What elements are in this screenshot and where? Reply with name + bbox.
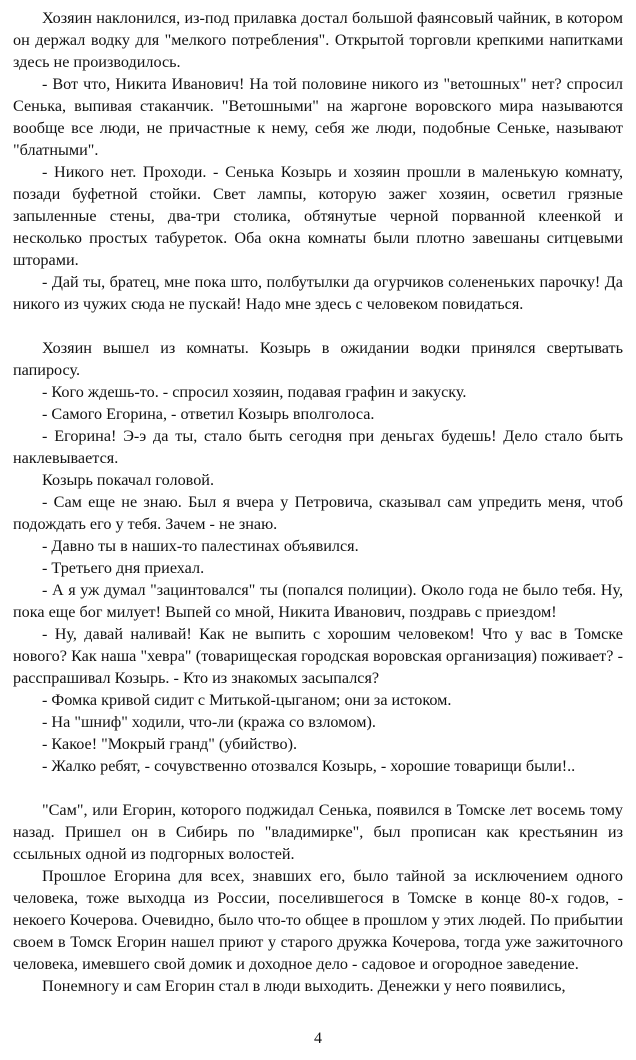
paragraph: - Никого нет. Проходи. - Сенька Козырь и хозяин прошли в маленькую комнату, позади буфетной стойки. Свет лампы, которую зажег хозяин, осветил грязные запыленные стены, два-три столика, обтянутые черной порванной клеенкой и несколько простых табуреток. Оба окна комнаты были плотно завешаны ситцевыми шторами. bbox=[13, 163, 623, 269]
paragraph: - Давно ты в наших-то палестинах объявился. bbox=[42, 537, 359, 555]
paragraph: - А я уж думал "зацинтовался" ты (попался полиции). Около года не было тебя. Ну, пока еще бог милует! Выпей со мной, Никита Иванович, поздравь с приездом! bbox=[13, 581, 623, 621]
paragraph: Хозяин вышел из комнаты. Козырь в ожидании водки принялся свертывать папиросу. bbox=[13, 339, 623, 379]
paragraph: - Ну, давай наливай! Как не выпить с хорошим человеком! Что у вас в Томске нового? Как наша "хевра" (товарищеская городская воровская организация) поживает? - расспрашивал Козырь. - Кто из знакомых засыпался? bbox=[13, 625, 623, 687]
paragraph: - На "шниф" ходили, что-ли (кража со взломом). bbox=[42, 713, 376, 731]
paragraph: Хозяин наклонился, из-под прилавка достал большой фаянсовый чайник, в котором он держал водку для "мелкого потребления". Открытой торговли крепкими напитками здесь не производилось. bbox=[13, 9, 623, 71]
paragraph: - Самого Егорина, - ответил Козырь вполголоса. bbox=[42, 405, 375, 423]
paragraph: Прошлое Егорина для всех, знавших его, было тайной за исключением одного человека, тоже выходца из России, поселившегося в Томске в конце 80-х годов, - некоего Кочерова. Очевидно, было что-то общее в прошлом у этих людей. По прибытии своем в Томск Егорин нашел приют у старого дружка Кочерова, тогда уже зажиточного человека, имевшего свой домик и доходное дело - садовое и огородное заведение. bbox=[13, 867, 623, 973]
paragraph: Козырь покачал головой. bbox=[42, 471, 215, 489]
paragraph: "Сам", или Егорин, которого поджидал Сенька, появился в Томске лет восемь тому назад. Пришел он в Сибирь по "владимирке", был прописан как крестьянин из ссыльных одной из подгорных волостей. bbox=[13, 801, 623, 863]
page-number: 4 bbox=[314, 1030, 322, 1047]
paragraph: - Вот что, Никита Иванович! На той половине никого из "ветошных" нет? спросил Сенька, выпивая стаканчик. "Ветошными" на жаргоне воровского мира называются вообще все люди, не причастные к нему, себя же люди, подобные Сеньке, называют "блатными". bbox=[13, 75, 623, 159]
page-body bbox=[13, 7, 623, 997]
paragraph: - Какое! "Мокрый гранд" (убийство). bbox=[42, 735, 298, 753]
paragraph: - Егорина! Э-э да ты, стало быть сегодня при деньгах будешь! Дело стало быть наклевывается. bbox=[13, 427, 623, 467]
paragraph: Понемногу и сам Егорин стал в люди выходить. Денежки у него появились, bbox=[42, 977, 566, 995]
paragraph: - Кого ждешь-то. - спросил хозяин, подавая графин и закуску. bbox=[42, 383, 467, 401]
paragraph: - Сам еще не знаю. Был я вчера у Петровича, сказывал сам упредить меня, чтоб подождать его у тебя. Зачем - не знаю. bbox=[13, 493, 623, 533]
paragraph: - Дай ты, братец, мне пока што, полбутылки да огурчиков солененьких парочку! Да никого из чужих сюда не пускай! Надо мне здесь с человеком повидаться. bbox=[13, 273, 623, 313]
paragraph: - Третьего дня приехал. bbox=[42, 559, 205, 577]
paragraph: - Жалко ребят, - сочувственно отозвался Козырь, - хорошие товарищи были!.. bbox=[42, 757, 576, 775]
paragraph: - Фомка кривой сидит с Митькой-цыганом; они за истоком. bbox=[42, 691, 452, 709]
